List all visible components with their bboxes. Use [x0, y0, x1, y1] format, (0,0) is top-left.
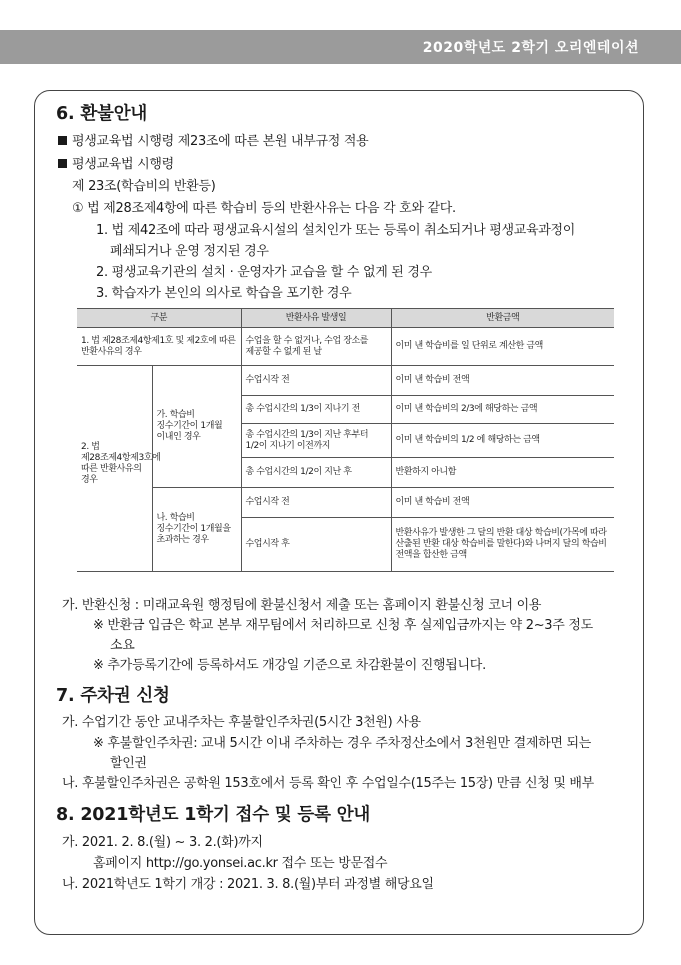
clause-text: ① 법 제28조제4항에 따른 학습비 등의 반환사유는 다음 각 호와 같다.: [72, 201, 456, 216]
bullet-item: [58, 133, 368, 150]
table-row: [77, 488, 614, 518]
table-header-row: [77, 309, 614, 328]
table-cell: 1. 법 제28조제4항제1호 및 제2호에 따른 반환사유의 경우: [77, 328, 241, 366]
list-item: 2. 평생교육기관의 설치 · 운영자가 교습을 할 수 없게 된 경우: [96, 265, 432, 280]
table-cell: 수업시작 후: [241, 518, 391, 572]
table-cell: 수업시작 전: [241, 488, 391, 518]
table-cell: 2. 법 제28조제4항제3호에 따른 반환사유의 경우: [77, 366, 152, 572]
table-cell: 나. 학습비 징수기간이 1개월을 초과하는 경우: [152, 488, 241, 572]
section6-heading: 6. 환불안내: [56, 104, 148, 124]
note-text-continued: 할인권: [110, 756, 147, 771]
table-cell: 총 수업시간의 1/3이 지나기 전: [241, 396, 391, 424]
refund-table: [77, 308, 614, 572]
table-row: [77, 328, 614, 366]
table-cell: 수업시작 전: [241, 366, 391, 396]
note-text: ※ 후불할인주차권: 교내 5시간 이내 주차하는 경우 주차정산소에서 3천원만 결제하면 되는: [93, 736, 591, 751]
note-text: ※ 추가등록기간에 등록하셔도 개강일 기준으로 차감환불이 진행됩니다.: [93, 658, 486, 673]
bullet-text: 평생교육법 시행령: [72, 157, 174, 172]
list-item: 1. 법 제42조에 따라 평생교육시설의 설치인가 또는 등록이 취소되거나 평생교육과정이: [96, 223, 576, 238]
article-title: 제 23조(학습비의 반환등): [72, 179, 216, 194]
bullet-item: [58, 156, 174, 173]
table-header: 반환금액: [391, 309, 614, 328]
table-row: [77, 366, 614, 396]
table-header: 구분: [77, 309, 241, 328]
table-cell: 이미 낸 학습비 전액: [391, 366, 614, 396]
table-header: 반환사유 발생일: [241, 309, 391, 328]
table-cell: 반환사유가 발생한 그 달의 반환 대상 학습비(가목에 따라 산출된 반환 대상 학습비를 말한다)와 나머지 달의 학습비 전액을 합산한 금액: [391, 518, 614, 572]
header-title: 2020학년도 2학기 오리엔테이션: [422, 40, 639, 56]
table-cell: 이미 낸 학습비의 1/2 에 해당하는 금액: [391, 424, 614, 458]
section7-heading: 7. 주차권 신청: [56, 686, 170, 706]
note-text-continued: 소요: [110, 638, 135, 653]
square-bullet-icon: [58, 159, 67, 168]
table-cell: 총 수업시간의 1/2이 지난 후: [241, 458, 391, 488]
bullet-text: 평생교육법 시행령 제23조에 따른 본원 내부규정 적용: [72, 134, 369, 149]
table-cell: 수업을 할 수 없거나, 수업 장소를 제공할 수 없게 된 날: [241, 328, 391, 366]
table-cell: 반환하지 아니함: [391, 458, 614, 488]
list-item: 가. 수업기간 동안 교내주차는 후불할인주차권(5시간 3천원) 사용: [62, 715, 421, 730]
section8-heading: 8. 2021학년도 1학기 접수 및 등록 안내: [56, 805, 371, 825]
header-band: [0, 30, 681, 64]
table-cell: 이미 낸 학습비 전액: [391, 488, 614, 518]
list-item: 3. 학습자가 본인의 의사로 학습을 포기한 경우: [96, 286, 352, 301]
list-item: 나. 후불할인주차권은 공학원 153호에서 등록 확인 후 수업일수(15주는 15장) 만큼 신청 및 배부: [62, 776, 594, 791]
table-cell: 총 수업시간의 1/3이 지난 후부터 1/2이 지나기 이전까지: [241, 424, 391, 458]
square-bullet-icon: [58, 136, 67, 145]
table-cell: 이미 낸 학습비의 2/3에 해당하는 금액: [391, 396, 614, 424]
refund-apply-text: 가. 반환신청 : 미래교육원 행정팀에 환불신청서 제출 또는 홈페이지 환불신청 코너 이용: [62, 598, 542, 613]
list-item-continued: 폐쇄되거나 운영 정지된 경우: [110, 244, 269, 259]
table-cell: 이미 낸 학습비를 일 단위로 계산한 금액: [391, 328, 614, 366]
list-item: 가. 2021. 2. 8.(월) ~ 3. 2.(화)까지: [62, 835, 263, 850]
table-cell: 가. 학습비 징수기간이 1개월 이내인 경우: [152, 366, 241, 488]
list-item: 나. 2021학년도 1학기 개강 : 2021. 3. 8.(월)부터 과정별 해당요일: [62, 877, 434, 892]
note-text: ※ 반환금 입금은 학교 본부 재무팀에서 처리하므로 신청 후 실제입금까지는 약 2~3주 정도: [93, 618, 593, 633]
list-item-continued: 홈페이지 http://go.yonsei.ac.kr 접수 또는 방문접수: [93, 856, 388, 871]
